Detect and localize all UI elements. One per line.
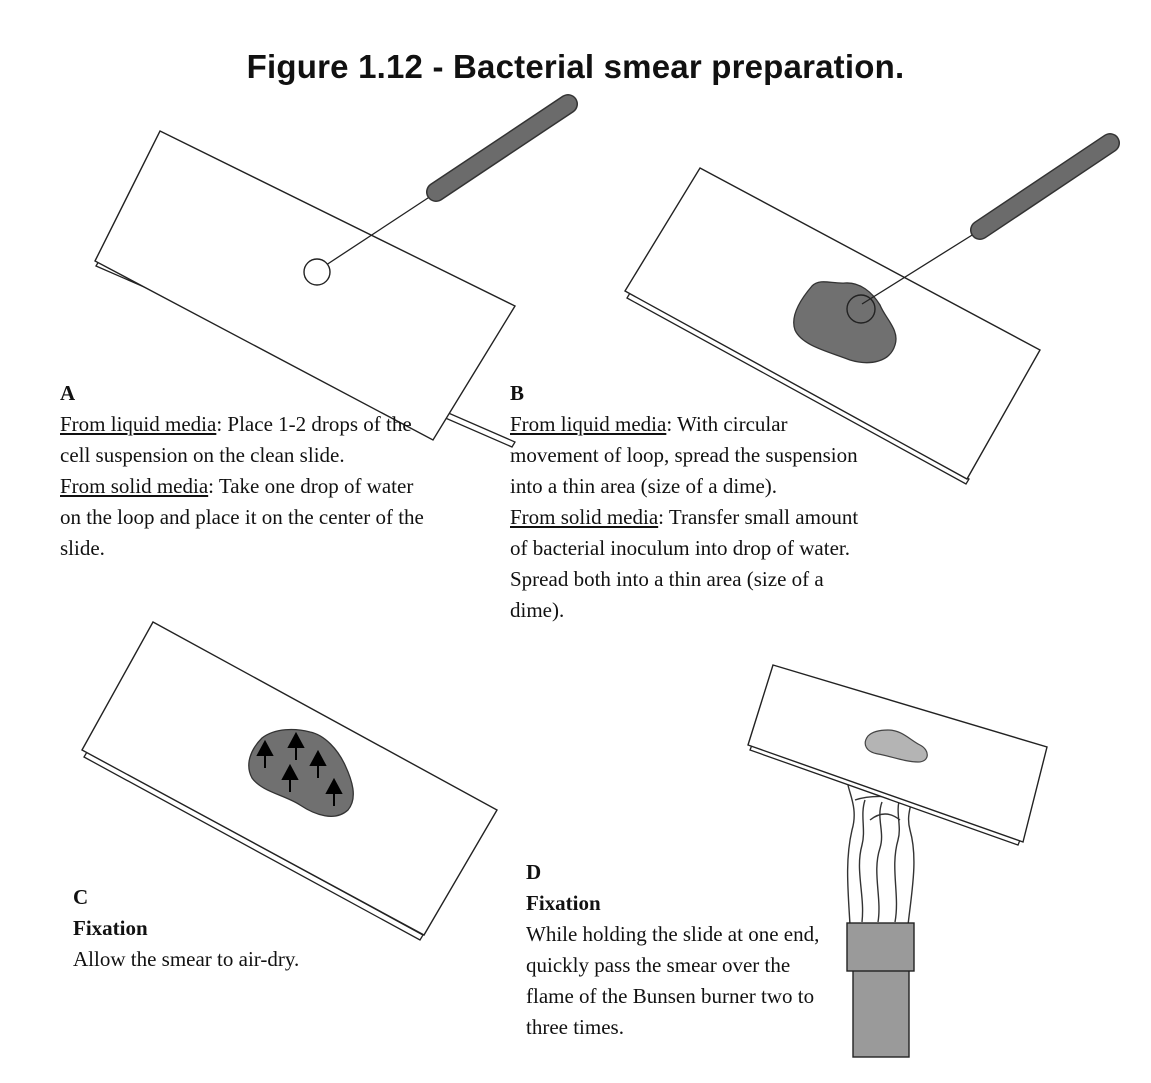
water-drop-loop-a bbox=[304, 259, 330, 285]
caption-c bbox=[73, 882, 433, 975]
panel-d-letter: D bbox=[526, 860, 542, 884]
caption-a bbox=[60, 378, 430, 564]
caption-d bbox=[526, 857, 826, 1043]
panel-d-heading: Fixation bbox=[526, 891, 601, 915]
flame bbox=[848, 785, 914, 925]
figure-title: Figure 1.12 - Bacterial smear preparation. bbox=[246, 48, 905, 85]
panel-a-liquid-text: : Place 1-2 drops of the cell suspension on the clean slide. bbox=[60, 412, 412, 467]
panel-b-letter: B bbox=[510, 381, 525, 405]
panel-b-solid-text: : Transfer small amount of bacterial inoculum into drop of water. Spread both into a thin area (size of a dime). bbox=[510, 505, 859, 622]
panel-c-letter: C bbox=[73, 885, 89, 909]
panel-c-text: Allow the smear to air-dry. bbox=[73, 947, 300, 971]
panel-a-letter: A bbox=[60, 381, 76, 405]
panel-b-solid-label: From solid media bbox=[510, 505, 659, 529]
panel-a-liquid-label: From liquid media bbox=[60, 412, 217, 436]
panel-d-text: While holding the slide at one end, quickly pass the smear over the flame of the Bunsen burner two to three times. bbox=[526, 922, 820, 1039]
panel-b-liquid-text: : With circular movement of loop, spread the suspension into a thin area (size of a dime). bbox=[510, 412, 858, 498]
bunsen-burner bbox=[847, 923, 914, 1057]
panel-a-solid-label: From solid media bbox=[60, 474, 209, 498]
panel-b-liquid-label: From liquid media bbox=[510, 412, 667, 436]
caption-b bbox=[510, 378, 880, 626]
panel-a-solid-text: : Take one drop of water on the loop and place it on the center of the slide. bbox=[60, 474, 424, 560]
panel-c-heading: Fixation bbox=[73, 916, 148, 940]
